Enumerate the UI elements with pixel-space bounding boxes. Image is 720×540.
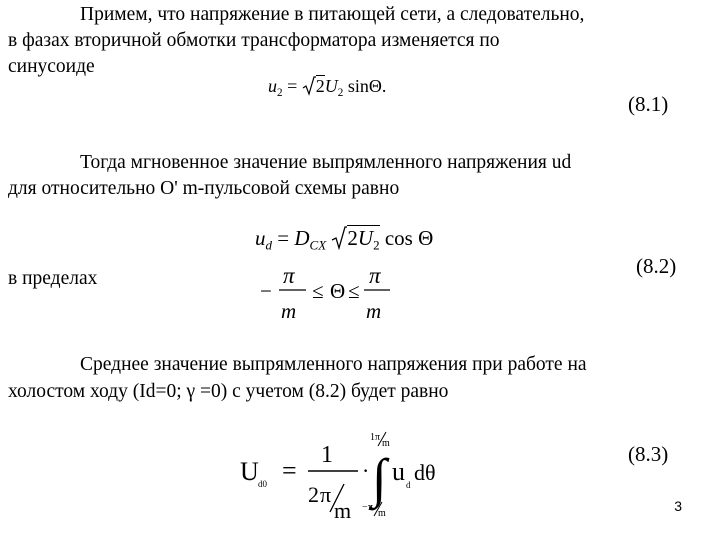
equation-number-8-2: (8.2) [636,254,677,278]
limits-le-left: ≤ [312,279,324,303]
paragraph-3 [8,352,712,378]
eq2-arg: Θ [418,226,434,250]
limits-theta: Θ [330,279,346,303]
eq2-lhs: u [255,226,266,250]
eq1-lhs: u [268,76,277,96]
sqrt-sign-icon [302,76,316,96]
sqrt-sign-icon [331,226,347,250]
eq3-equals: = [282,456,297,485]
page-number: 3 [674,498,682,514]
eq1-lhs-sub: 2 [277,86,283,99]
paragraph-2-line-1: Тогда мгновенное значение выпрямленного напряжения ud [80,152,572,173]
eq3-den-m: m [334,498,352,523]
equation-8-3 [236,424,446,524]
eq3-upper-m: m [382,438,390,449]
limits-le-right: ≤ [348,279,360,303]
eq2-coef: D [294,226,310,250]
equation-8-2 [255,226,433,254]
eq3-integrand-sub: d [406,480,411,490]
eq3-upper-1: 1 [370,432,375,443]
eq1-var-sub: 2 [337,86,344,99]
equation-number-8-3: (8.3) [628,442,669,466]
eq2-coef-sub: CX [309,237,327,253]
eq2-var: U [357,226,374,250]
eq2-lhs-sub: d [265,237,273,253]
limits-label: в пределах [8,268,98,289]
integral-sign-icon: ∫ [372,448,387,508]
eq1-root: 2 [315,76,325,96]
eq3-lhs: U [240,457,259,486]
eq2-root [347,225,380,253]
paragraph-2 [8,150,712,176]
paragraph-3-line-2: холостом ходу (Id=0; γ =0) с учетом (8.2) будет равно [8,381,449,402]
eq2-root-value: 2 [347,226,358,250]
paragraph-1-line-3: синусоиде [8,56,95,77]
eq1-equals: = [287,76,298,96]
limits-m-right: m [366,299,382,323]
eq3-diff: dθ [414,460,436,485]
paragraph-1-line-1: Примем, что напряжение в питающей сети, а следовательно, [80,4,585,25]
eq3-num: 1 [321,442,333,468]
equation-8-1 [268,76,386,99]
limits-pi-right: π [369,263,381,288]
limits-pi-left: π [283,263,295,288]
eq2-equals: = [277,226,290,250]
eq3-upper-pi: π [375,432,381,443]
eq1-arg: Θ. [368,76,387,96]
eq3-den-pi: π [320,482,332,507]
eq3-lower-m: m [378,508,386,519]
eq3-lhs-sub: d0 [258,479,267,489]
eq2-func: cos [384,226,413,250]
eq3-lower-minus: − [362,502,368,513]
limits-m-left: m [281,299,297,323]
eq1-var: U [324,76,338,96]
eq3-dot: · [362,458,370,483]
eq3-lower-pi: π [368,502,374,513]
eq2-var-sub: 2 [373,237,380,253]
paragraph-1-line-2: в фазах вторичной обмотки трансформатора изменяется по [8,30,500,51]
eq3-den-coef: 2 [308,482,319,507]
paragraph-2-cont [8,176,712,202]
paragraph-2-line-2: для относительно O' m-пульсовой схемы равно [8,178,400,199]
paragraph-1 [8,2,712,28]
limits-inequality [256,258,396,326]
limits-minus: − [260,279,272,303]
eq1-func: sin [347,76,369,96]
paragraph-3-cont [8,379,712,405]
equation-number-8-1: (8.1) [628,92,669,116]
paragraph-3-line-1: Среднее значение выпрямленного напряжения при работе на [80,354,587,375]
paragraph-1-cont [8,28,712,80]
eq3-integrand: u [392,457,405,486]
